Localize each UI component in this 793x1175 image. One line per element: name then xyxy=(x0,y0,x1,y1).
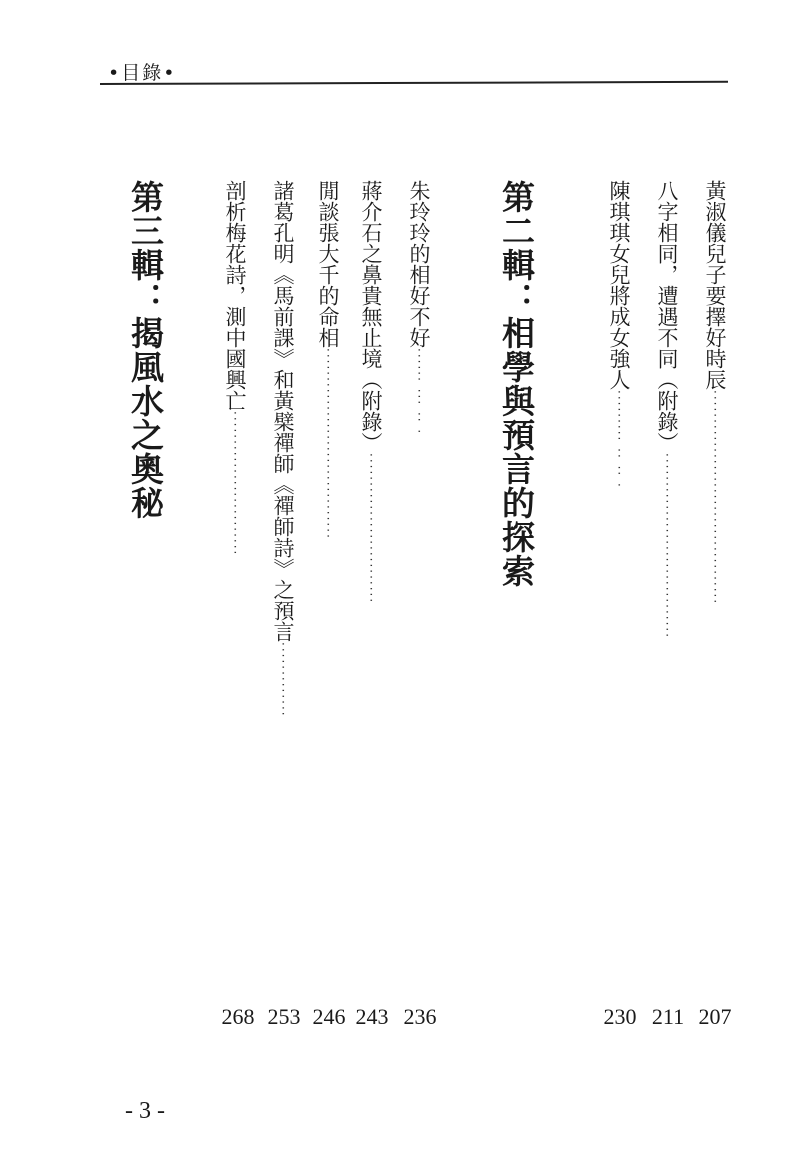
toc-entry-title: 朱玲玲的相好不好 xyxy=(407,180,431,348)
page-number-ref: 246 xyxy=(312,1004,346,1029)
toc-entry xyxy=(406,180,432,995)
toc-entry xyxy=(270,180,296,995)
leader-dots: ········· ·· ·· · xyxy=(612,390,626,489)
toc-entry xyxy=(358,180,384,995)
toc-entry-title: 蔣介石之鼻貴無止境（附錄） xyxy=(359,180,383,453)
page-number: - 3 - xyxy=(125,1098,165,1124)
toc-entry-title: 剖析梅花詩，測中國興亡 xyxy=(223,180,247,411)
leader-dots: ····································· xyxy=(708,390,722,606)
leader-dots: ······ ··· ·· · xyxy=(412,348,426,436)
toc-entry-title: 八字相同，遭遇不同（附錄） xyxy=(655,180,679,453)
toc-entry xyxy=(702,180,728,995)
toc-entry-title: 諸葛孔明《馬前課》和黃檗禪師《禪師詩》之預言 xyxy=(271,180,295,642)
page-number-ref: 243 xyxy=(355,1004,389,1029)
toc-entry-title: 閒談張大千的命相 xyxy=(316,180,340,348)
page-header: •目錄• xyxy=(108,62,177,84)
leader-dots: ·························· xyxy=(364,453,378,605)
leader-dots: ············· xyxy=(276,642,290,718)
toc-entry xyxy=(654,180,680,995)
page-number-ref: 253 xyxy=(267,1004,301,1029)
leader-dots: ································ xyxy=(660,453,674,640)
leader-dots: ························· xyxy=(228,411,242,557)
page-number-ref: 230 xyxy=(603,1004,637,1029)
toc-entry-title: 陳琪琪女兒將成女強人 xyxy=(607,180,631,390)
page-number-ref: 211 xyxy=(651,1004,685,1029)
page-number-ref: 207 xyxy=(698,1004,732,1029)
toc-entry xyxy=(315,180,341,995)
page-number-ref: 268 xyxy=(221,1004,255,1029)
toc-entry xyxy=(606,180,632,995)
header-rule xyxy=(100,81,728,85)
toc-entry-title: 黃淑儀兒子要擇好時辰 xyxy=(703,180,727,390)
section-heading: 第二輯：相學與預言的探索 xyxy=(497,180,536,588)
section-heading: 第三輯：揭風水之奧秘 xyxy=(126,180,165,520)
page-number-ref: 236 xyxy=(403,1004,437,1029)
leader-dots: ································· xyxy=(321,348,335,540)
toc-entry xyxy=(222,180,248,995)
